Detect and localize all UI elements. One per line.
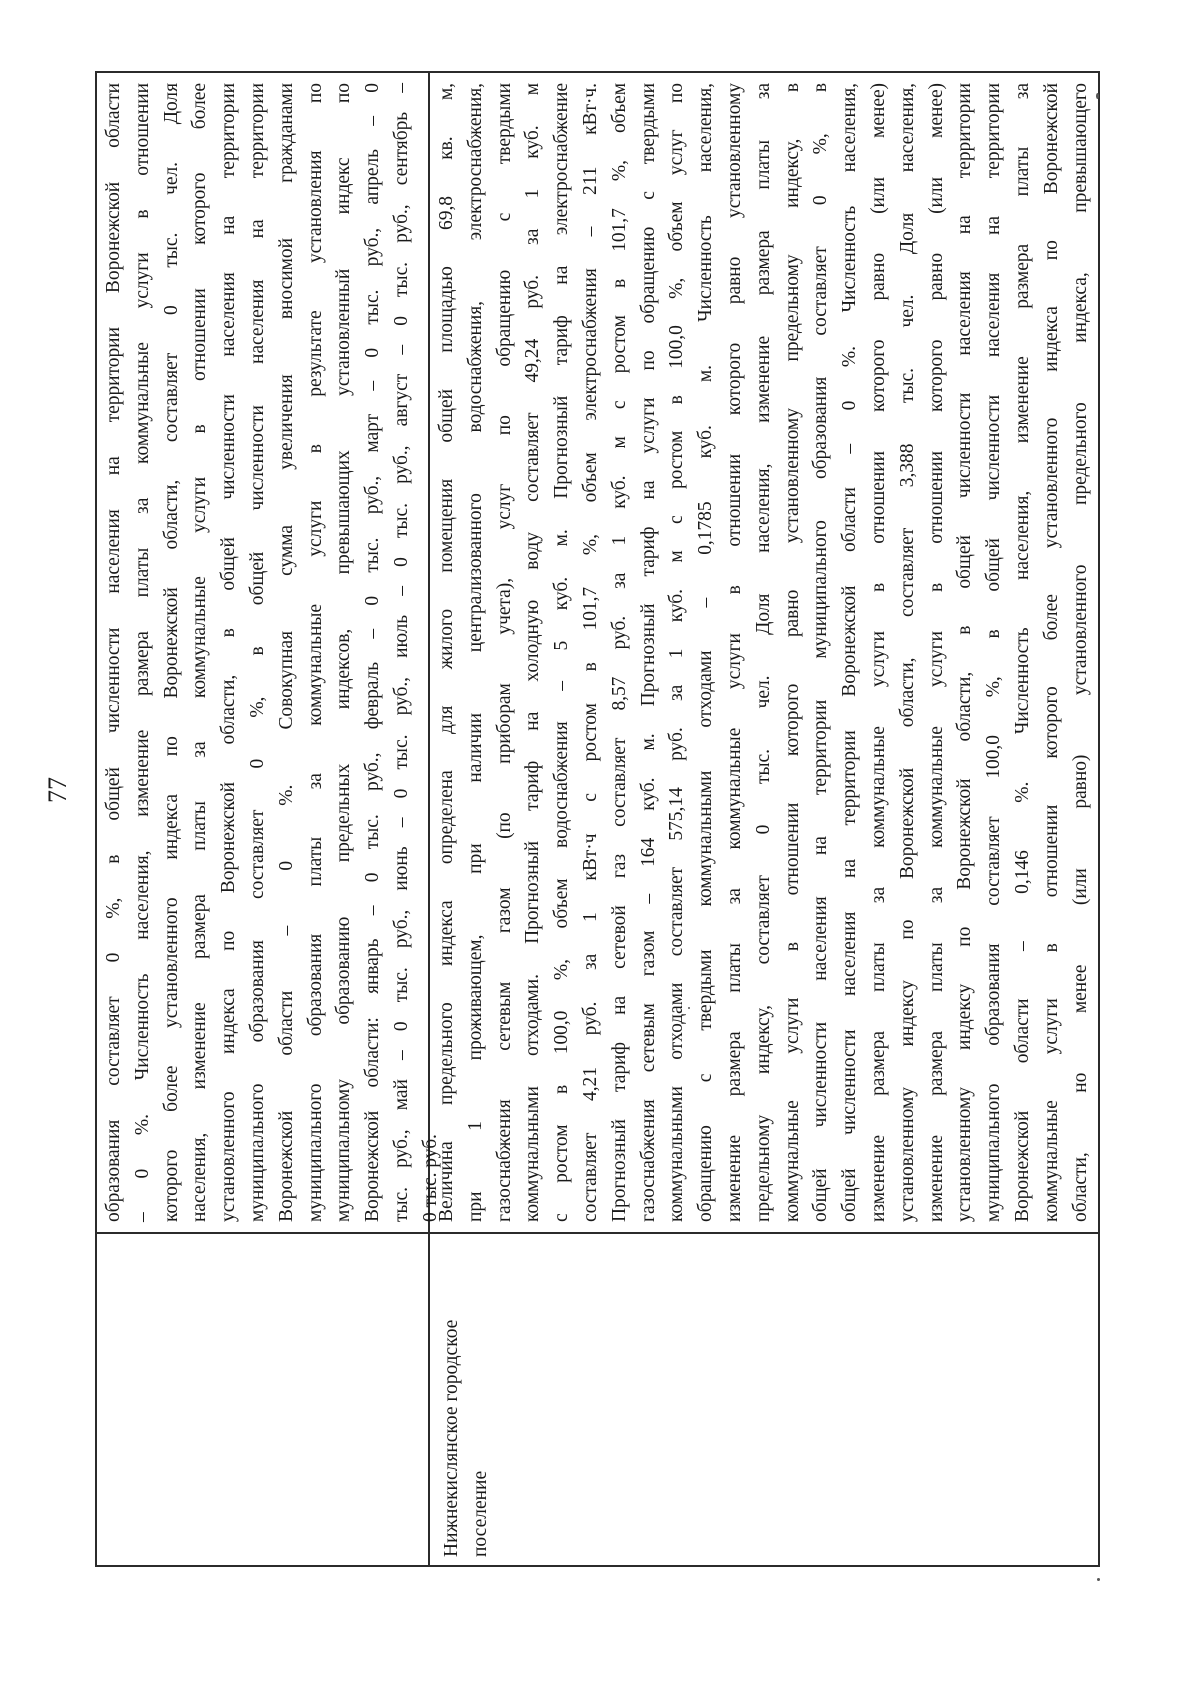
text-line: муниципального образования платы за коммунальные услуги в результате установления по — [304, 83, 326, 1222]
scan-speck — [1097, 1578, 1100, 1581]
description-cell — [97, 73, 441, 1232]
text-line: общей численности населения на территории Воронежской области – 0 %. Численность населения, — [839, 83, 861, 1222]
text-line: изменение размера платы за коммунальные услуги в отношении которого равно (или менее) — [925, 83, 947, 1222]
text-line: коммунальными отходами. Прогнозный тариф на холодную воду составляет 49,24 руб. за 1 куб. м — [522, 83, 544, 1222]
page-number: 77 — [43, 777, 72, 803]
document-table — [95, 71, 1100, 1567]
scan-speck — [1096, 93, 1099, 99]
text-line: с ростом в 100,0 %, объем водоснабжения – 5 куб. м. Прогнозный тариф на электроснабжение — [551, 83, 573, 1222]
text-line: предельному индексу, составляет 0 тыс. чел. Доля населения, изменение размера платы за — [752, 83, 774, 1222]
table-row — [430, 73, 1098, 1565]
text-line: Величина предельного индекса определена для жилого помещения общей площадью 69,8 кв. м, — [436, 83, 457, 1222]
settlement-name-cell — [97, 1232, 428, 1565]
text-line: составляет 4,21 руб. за 1 кВт·ч с ростом в 101,7 %, объем электроснабжения – 211 кВт·ч. — [579, 83, 601, 1222]
text-line: обращению с твердыми коммунальными отходами – 0,1785 куб. м. Численность населения, — [695, 83, 717, 1222]
text-line: муниципального образования составляет 0 %, в общей численности населения на территории — [246, 83, 268, 1222]
text-line: установленного индекса по Воронежской области, в общей численности населения на территории — [218, 83, 240, 1222]
text-line: изменение размера платы за коммунальные услуги в отношении которого равно (или менее) — [867, 83, 889, 1222]
description-cell — [430, 73, 1098, 1232]
settlement-name-cell: Нижнекислянское городское поселение — [430, 1232, 1098, 1565]
text-line: области, но менее (или равно) установленного предельного индекса, превышающего — [1069, 83, 1091, 1222]
text-line: при 1 проживающем, при наличии централизованного водоснабжения, электроснабжения, — [464, 83, 486, 1222]
text-line: которого более установленного индекса по Воронежской области, составляет 0 тыс. чел. Доля — [160, 83, 182, 1222]
text-line: 0 тыс. руб. — [419, 1134, 441, 1222]
text-line: коммунальные услуги в отношении которого более установленного индекса по Воронежской — [1040, 83, 1062, 1222]
text-line: тыс. руб., май – 0 тыс. руб., июнь – 0 тыс. руб., июль – 0 тыс. руб., август – 0 тыс. руб., сентябрь – — [390, 83, 412, 1222]
text-line: муниципальному образованию предельных индексов, превышающих установленный индекс по — [333, 83, 355, 1222]
text-line: Воронежской области: январь – 0 тыс. руб., февраль – 0 тыс. руб., март – 0 тыс. руб., апрель – 0 — [362, 83, 384, 1222]
text-line: газоснабжения сетевым газом – 164 куб. м. Прогнозный тариф на услуги по обращению с твердыми — [637, 83, 659, 1222]
text-line: общей численности населения на территории муниципального образования составляет 0 %, в — [810, 83, 832, 1222]
text-line: изменение размера платы за коммунальные услуги в отношении которого равно установленному — [723, 83, 745, 1222]
text-line: установленному индексу по Воронежской области, составляет 3,388 тыс. чел. Доля населения, — [896, 83, 918, 1222]
table-row — [97, 73, 441, 1565]
text-line: коммунальные услуги в отношении которого равно установленному предельному индексу, в — [781, 83, 803, 1222]
text-line: муниципального образования составляет 100,0 %, в общей численности населения на территории — [983, 83, 1005, 1222]
text-line: – 0 %. Численность населения, изменение размера платы за коммунальные услуги в отношении — [131, 83, 153, 1222]
text-line: установленному индексу по Воронежской области, в общей численности населения на территории — [954, 83, 976, 1222]
text-line: населения, изменение размера платы за коммунальные услуги в отношении которого более — [189, 83, 211, 1222]
text-line: газоснабжения сетевым газом (по приборам учета), услуг по обращению с твердыми — [493, 83, 515, 1222]
text-line: Воронежской области – 0,146 %. Численность населения, изменение размера платы за — [1011, 83, 1033, 1222]
text-line: Прогнозный тариф на сетевой газ составляет 8,57 руб. за 1 куб. м с ростом в 101,7 %, объем — [608, 83, 630, 1222]
text-line: Воронежской области – 0 %. Совокупная сумма увеличения вносимой гражданами — [275, 83, 297, 1222]
text-line: образования составляет 0 %, в общей численности населения на территории Воронежской области — [103, 83, 124, 1222]
scan-speck — [688, 1007, 690, 1009]
text-line: коммунальными отходами составляет 575,14 руб. за 1 куб. м с ростом в 100,0 %, объем услуг по — [666, 83, 688, 1222]
